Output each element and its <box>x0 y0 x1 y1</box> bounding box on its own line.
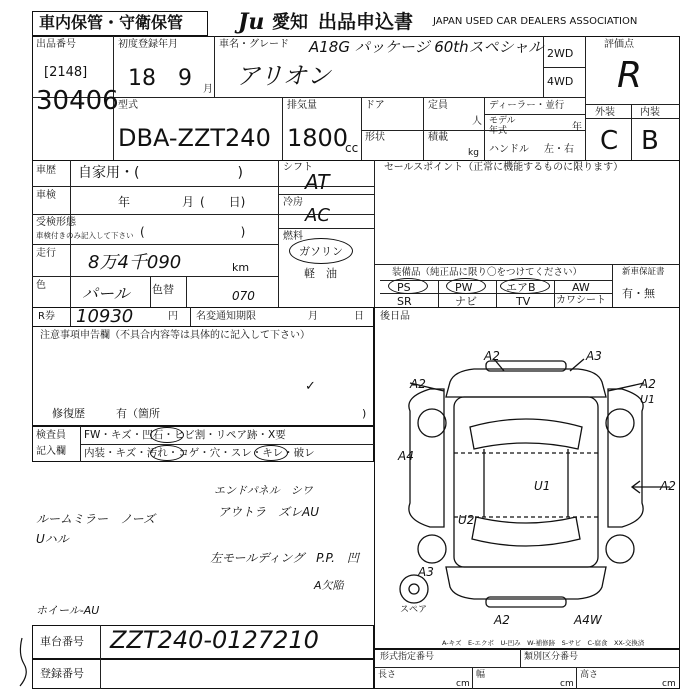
color-change-label: 色替 <box>152 283 174 296</box>
drive-4wd: 4WD <box>547 75 574 88</box>
fuel-label: 燃料 <box>283 231 303 242</box>
accepted-form-label: 受検形態 <box>36 217 76 228</box>
model-cert-label: 形式指定番号 <box>380 652 435 662</box>
load-label: 積載 <box>428 132 448 143</box>
vehicle-name-grade-label: 車名・グレード <box>219 39 289 50</box>
diagram-mark-7: U1 <box>534 479 551 493</box>
inspection-year-unit: 年 <box>118 195 131 209</box>
rear-seat-label: 後日品 <box>380 311 410 322</box>
inspector-label-2: 記入欄 <box>36 446 66 457</box>
diagram-mark-3: A2 <box>410 377 426 391</box>
storage-type-label: 車内保管・守衛保管 <box>39 13 184 32</box>
model-value: DBA-ZZT240 <box>118 124 271 152</box>
note-right-2: アウトラ ズレAU <box>218 505 319 519</box>
damage-circle <box>150 427 184 443</box>
color-code: 070 <box>232 289 255 303</box>
equip-pw-circle <box>446 278 486 294</box>
first-registration-month-unit: 月 <box>203 84 213 95</box>
shape-label: 形状 <box>365 132 385 143</box>
repair-history-close: ) <box>362 407 367 420</box>
damage-legend: A-キズ E-エクボ U-凹み W-補修跡 S-サビ C-腐食 XX-交換済 <box>442 639 645 647</box>
length-unit: cm <box>456 679 470 689</box>
car-diagram <box>374 327 680 649</box>
warranty-options: 有・無 <box>622 287 655 300</box>
mileage-value: 8万4千090 <box>88 252 182 273</box>
diagram-mark-1: A2 <box>484 349 500 363</box>
equip-ps-circle <box>388 278 428 294</box>
model-year-unit: 年 <box>572 122 582 133</box>
shift-value: AT <box>305 170 330 194</box>
equipment-label: 装備品（純正品に限り〇をつけてください） <box>392 267 583 278</box>
equip-airbag-circle <box>500 278 550 294</box>
dealer-label: ディーラー・並行 <box>489 100 565 111</box>
form-title: 出品申込書 <box>318 11 414 33</box>
length-label: 長さ <box>378 670 397 680</box>
equip-seat: カワシート <box>556 295 606 306</box>
height-unit: cm <box>662 679 676 689</box>
recycle-label: R券 <box>38 311 55 322</box>
color-value: パール <box>82 284 130 303</box>
note-bottom-left: ホイール-AU <box>36 604 100 617</box>
diagram-mark-12: A4W <box>574 613 602 627</box>
first-registration-month: 9 <box>178 66 192 91</box>
color-label: 色 <box>36 280 46 291</box>
note-right-1: エンドパネル シワ <box>214 484 313 497</box>
registration-label: 登録番号 <box>40 667 84 680</box>
grade-label: 評価点 <box>604 39 634 50</box>
equip-aw: AW <box>572 281 590 294</box>
notes-label: 注意事項申告欄（不具合内容等は具体的に記入して下さい） <box>40 330 310 341</box>
inspector-row-1: FW・キズ・凹石・ヒビ割・リペア跡・X要 <box>84 429 286 441</box>
note-right-3: 左モールディング P.P. 凹 <box>210 551 359 565</box>
exterior-grade: C <box>600 126 619 156</box>
vehicle-grade: A18G パッケージ 60thスペシャル <box>309 38 544 56</box>
diagram-mark-8: U2 <box>458 513 475 527</box>
form-subtitle: JAPAN USED CAR DEALERS ASSOCIATION <box>433 16 638 27</box>
ac-value: AC <box>305 205 330 226</box>
warranty-label: 新車保証書 <box>622 267 665 277</box>
first-registration-year: 18 <box>128 66 156 91</box>
grade-score: R <box>617 55 643 96</box>
first-registration-label: 初度登録年月 <box>118 39 178 50</box>
diagram-mark-6: A4 <box>398 449 414 463</box>
diagram-mark-9: A3 <box>418 565 434 579</box>
repair-history-label: 修復歴 <box>52 407 85 420</box>
selling-points-label: セールスポイント（正常に機能するものに限ります） <box>384 162 624 173</box>
diagram-mark-5: U1 <box>640 393 656 406</box>
interior-grade: B <box>641 126 659 156</box>
diagram-mark-2: A3 <box>586 349 602 363</box>
equip-navi: ナビ <box>455 295 477 308</box>
history-label: 車歴 <box>36 165 56 176</box>
chassis-label: 車台番号 <box>40 635 84 648</box>
mileage-unit: km <box>232 261 250 274</box>
model-year-label: モデル 年式 <box>489 116 516 136</box>
width-label: 幅 <box>476 670 486 680</box>
drive-2wd: 2WD <box>547 47 574 60</box>
repair-history-value: 有（箇所 <box>116 407 160 420</box>
ju-logo: Ju <box>238 9 265 35</box>
lot-sub-number: [2148] <box>44 65 88 80</box>
door-label: ドア <box>365 100 385 111</box>
interior-label: 内装 <box>640 107 660 118</box>
note-left-1: ルームミラー ノーズ <box>36 512 156 526</box>
height-label: 高さ <box>580 670 599 680</box>
inspector-label-1: 検査員 <box>36 430 66 441</box>
notes-check-mark: ✓ <box>305 379 316 394</box>
equip-pw: PW <box>455 281 473 294</box>
recycle-unit: 円 <box>168 311 178 322</box>
equip-tv: TV <box>516 295 531 308</box>
mileage-label: 走行 <box>36 248 56 259</box>
category-label: 類別区分番号 <box>524 652 579 662</box>
equip-ps: PS <box>397 281 411 294</box>
lot-label: 出品番号 <box>36 39 76 50</box>
diagram-mark-10: A2 <box>660 479 676 493</box>
accepted-form-paren: ( ) <box>140 225 246 239</box>
accepted-form-note: 車検付きのみ記入して下さい <box>36 231 134 240</box>
inspector-row-2: 内装・キズ・汚れ・コゲ・穴・スレ・キレ・破レ <box>84 447 315 459</box>
spare-label: スペア <box>400 605 428 615</box>
diagram-mark-11: A2 <box>494 613 510 627</box>
inspection-month-unit: 月 <box>182 195 195 209</box>
load-unit: kg <box>468 148 479 158</box>
diagram-mark-4: A2 <box>640 377 656 391</box>
equip-airbag: エアB <box>506 281 536 294</box>
displacement-unit: cc <box>345 141 359 155</box>
shift-label: シフト <box>283 162 313 173</box>
capacity-unit: 人 <box>472 116 482 127</box>
inspection-label: 車検 <box>36 190 56 201</box>
equip-sr: SR <box>397 295 412 308</box>
chassis-number: ZZT240-0127210 <box>110 626 319 654</box>
capacity-label: 定員 <box>428 100 448 111</box>
width-unit: cm <box>560 679 574 689</box>
note-left-2: Uハル <box>36 532 69 546</box>
exterior-label: 外装 <box>595 107 615 118</box>
inspection-day: ( 日) <box>200 195 246 209</box>
fuel-diesel: 軽 油 <box>304 267 337 280</box>
displacement-value: 1800 <box>287 124 349 152</box>
handwritten-scribble <box>8 634 48 694</box>
wear-circle <box>254 445 288 461</box>
name-change-label: 名変通知期限 <box>196 311 256 322</box>
note-right-4: A欠陥 <box>314 579 344 592</box>
recycle-value: 10930 <box>76 306 134 327</box>
vehicle-name: アリオン <box>236 62 331 90</box>
stain-circle <box>150 445 184 461</box>
name-change-day: 日 <box>354 311 364 322</box>
name-change-month: 月 <box>308 311 318 322</box>
fuel-gasoline: ガソリン <box>299 245 343 258</box>
displacement-label: 排気量 <box>287 100 317 111</box>
history-value: 自家用・( ) <box>78 165 243 181</box>
handle-options: 左・右 <box>544 144 574 155</box>
model-label: 型式 <box>118 100 138 111</box>
org-name: 愛知 <box>272 12 308 33</box>
handle-label: ハンドル <box>489 144 529 155</box>
ac-label: 冷房 <box>283 197 303 208</box>
lot-number: 30406 <box>36 86 119 116</box>
